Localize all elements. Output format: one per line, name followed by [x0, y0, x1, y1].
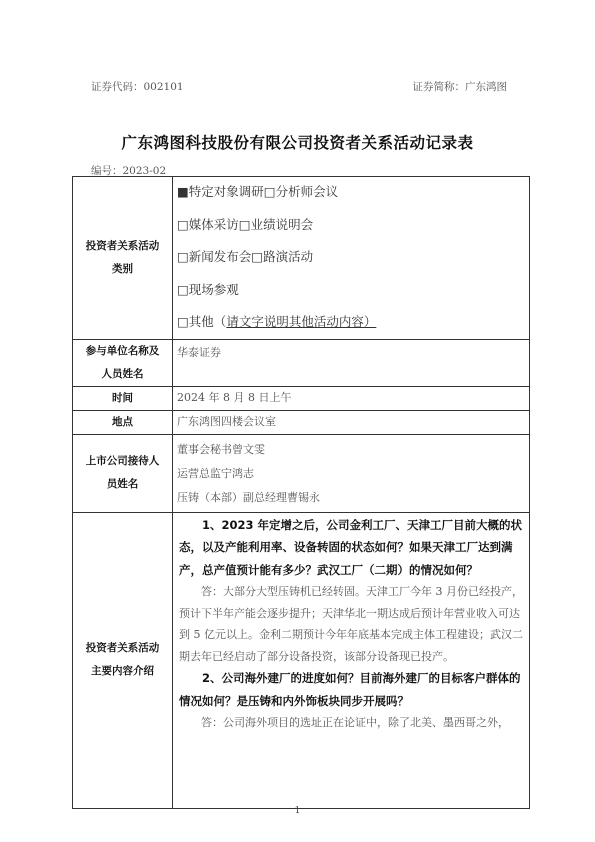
- stock-code: 证券代码：002101: [91, 81, 184, 93]
- option-media-interview: □媒体采访□业绩说明会: [177, 216, 314, 232]
- answer-2: 答：公司海外项目的选址正在论证中，除了北美、墨西哥之外，: [201, 716, 509, 729]
- option-other: □其他（请文字说明其他活动内容）: [177, 314, 377, 329]
- label-activity-category: 投资者关系活动 类别: [73, 177, 173, 340]
- label-participants: 参与单位名称及 人员姓名: [73, 339, 173, 386]
- row-location: [73, 410, 530, 434]
- participants-value: 华泰证券: [177, 345, 221, 359]
- row-main-content: [73, 512, 530, 808]
- receptionist-2: 运营总监宁鸿志: [177, 466, 254, 480]
- label-receptionists: 上市公司接待人 员姓名: [73, 434, 173, 512]
- option-specific-research: ■特定对象调研□分析师会议: [177, 184, 339, 199]
- main-content: [173, 512, 530, 808]
- answer-1: 答：大部分大型压铸机已经转固。天津工厂今年 3 月份已经投产，预计下半年产能会逐步提升；天津华北一期达成后预计年营业收入可达到 5 亿元以上。金利二期预计今年年底基本完成主体工程建设；武汉二期去年已经启动了部分设备投资，该部分设备现已投产。: [179, 585, 523, 663]
- label-main-content: 投资者关系活动 主要内容介绍: [73, 512, 173, 808]
- question-1: 1、2023 年定增之后，公司金利工厂、天津工厂目前大概的状态，以及产能利用率、设备转固的状态如何？如果天津工厂达到满产，总产值预计能有多少？武汉工厂（二期）的情况如何？: [179, 517, 523, 577]
- label-location: 地点: [73, 410, 173, 434]
- option-other-text: 请文字说明其他活动内容）: [226, 314, 377, 329]
- option-site-visit: □现场参观: [177, 281, 239, 297]
- row-participants: [73, 339, 530, 386]
- page-title: 广东鸿图科技股份有限公司投资者关系活动记录表: [121, 134, 474, 152]
- location-value: 广东鸿图四楼会议室: [177, 414, 276, 428]
- question-2: 2、公司海外建厂的进度如何？目前海外建厂的目标客户群体的情况如何？是压铸和内外饰板块同步开展吗？: [179, 671, 521, 708]
- receptionist-1: 董事会秘书曾文雯: [177, 442, 265, 456]
- time-value: 2024 年 8 月 8 日上午: [177, 390, 292, 404]
- receptionist-3: 压铸（本部）副总经理曹锡永: [177, 490, 320, 504]
- row-time: [73, 386, 530, 410]
- record-table: [72, 176, 530, 809]
- stock-abbreviation: 证券简称：广东鸿图: [412, 81, 507, 93]
- option-press-conference: □新闻发布会□路演活动: [177, 249, 314, 264]
- activity-category-options: [173, 177, 530, 340]
- document-number: 编号：2023-02: [91, 165, 167, 177]
- page-number: 1: [294, 806, 301, 816]
- row-receptionists: [73, 434, 530, 512]
- row-activity-category: [73, 177, 530, 340]
- label-time: 时间: [73, 386, 173, 410]
